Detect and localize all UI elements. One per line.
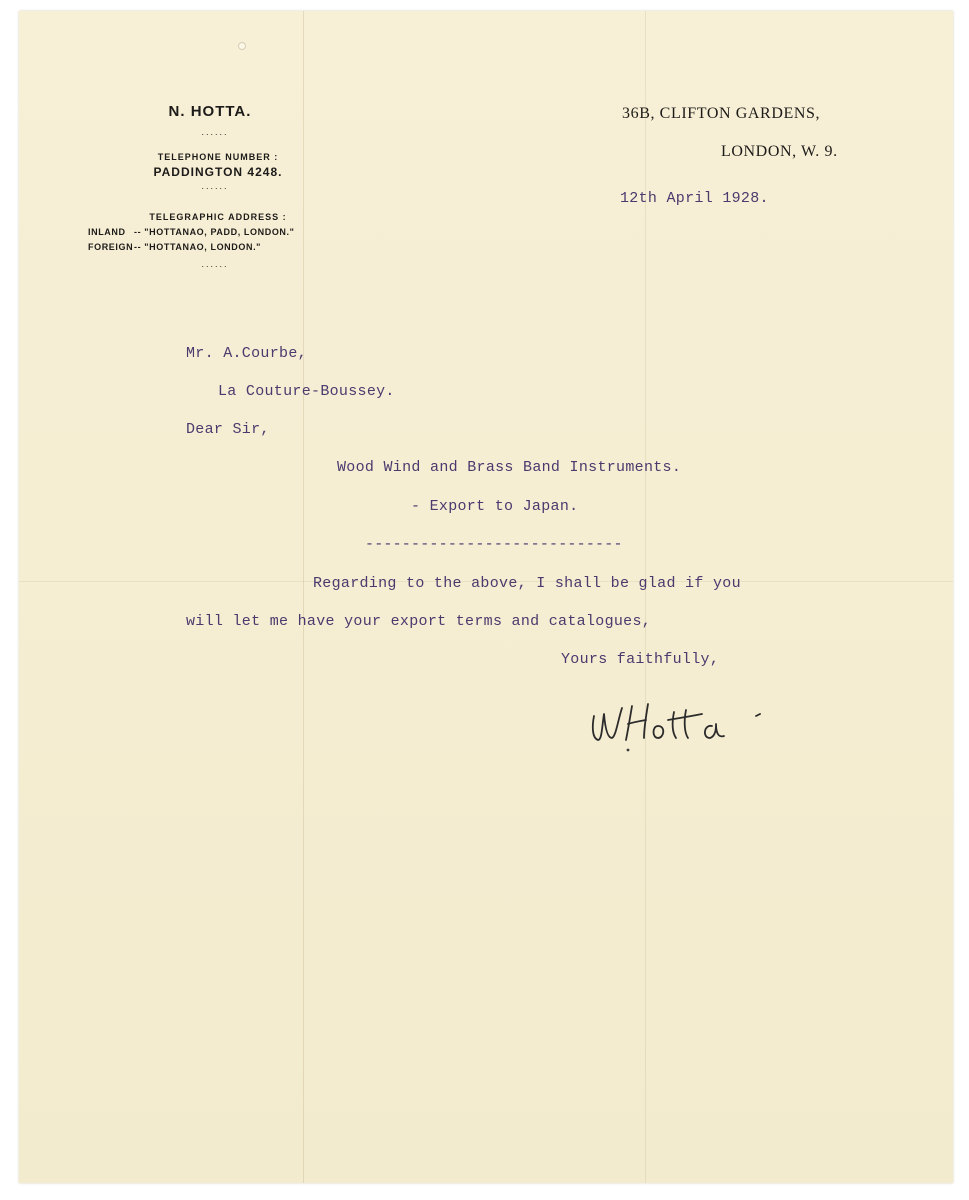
address-line-1: 36B, CLIFTON GARDENS, bbox=[622, 105, 821, 122]
paper-fold-line bbox=[645, 11, 646, 1183]
handwritten-signature bbox=[588, 686, 788, 756]
pin-hole bbox=[238, 42, 246, 50]
letterhead-divider: ...... bbox=[201, 181, 229, 191]
letter-date: 12th April 1928. bbox=[620, 190, 769, 207]
subject-line-2: - Export to Japan. bbox=[411, 498, 579, 515]
telephone-label: TELEPHONE NUMBER : bbox=[157, 152, 279, 162]
body-line-2: will let me have your export terms and catalogues, bbox=[186, 613, 652, 630]
inland-label: INLAND bbox=[88, 227, 126, 237]
subject-line-1: Wood Wind and Brass Band Instruments. bbox=[337, 459, 682, 476]
telephone-number: PADDINGTON 4248. bbox=[153, 165, 283, 179]
letter-paper bbox=[19, 11, 953, 1183]
salutation: Dear Sir, bbox=[186, 421, 270, 438]
foreign-address: -- "HOTTANAO, LONDON." bbox=[134, 242, 262, 252]
subject-underline: ---------------------------- bbox=[365, 536, 623, 553]
telegraphic-foreign bbox=[88, 242, 261, 252]
letterhead-divider: ...... bbox=[201, 259, 229, 269]
closing: Yours faithfully, bbox=[561, 651, 720, 668]
recipient-place: La Couture-Boussey. bbox=[218, 383, 395, 400]
address-line-2: LONDON, W. 9. bbox=[721, 143, 838, 160]
foreign-label: FOREIGN bbox=[88, 242, 134, 252]
recipient-name: Mr. A.Courbe, bbox=[186, 345, 307, 362]
letterhead-name: N. HOTTA. bbox=[168, 103, 252, 120]
telegraphic-address-label: TELEGRAPHIC ADDRESS : bbox=[149, 212, 287, 222]
letterhead-divider: ...... bbox=[201, 127, 229, 137]
paper-fold-line bbox=[303, 11, 304, 1183]
inland-address: -- "HOTTANAO, PADD, LONDON." bbox=[134, 227, 295, 237]
telegraphic-inland bbox=[88, 227, 295, 237]
body-line-1: Regarding to the above, I shall be glad if you bbox=[313, 575, 741, 592]
